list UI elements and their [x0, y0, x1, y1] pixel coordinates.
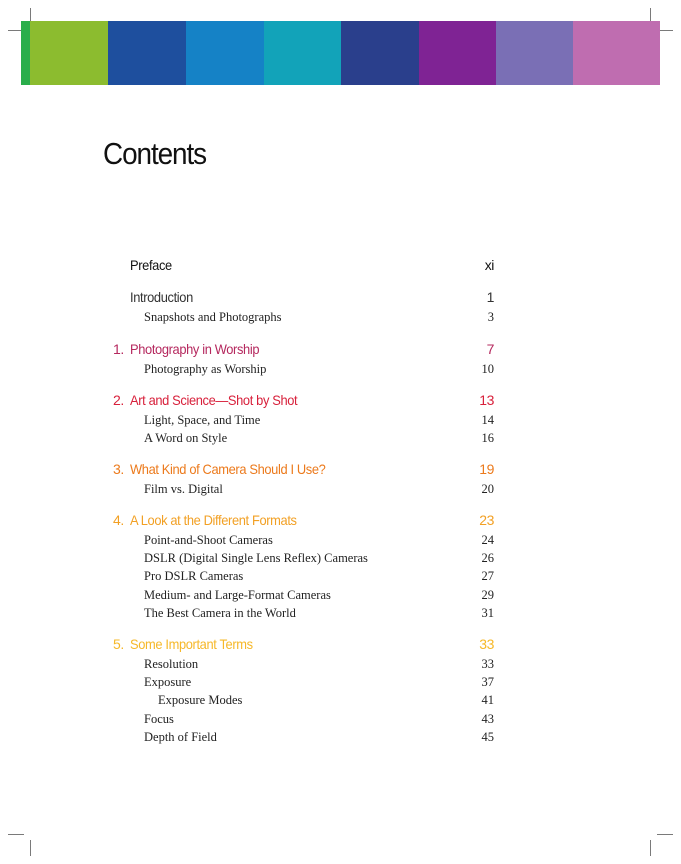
toc-entry-introduction[interactable]	[0, 289, 681, 307]
toc-entry-chapter-3[interactable]	[0, 461, 681, 479]
subentry-title: Light, Space, and Time	[144, 413, 261, 427]
toc-subentry[interactable]	[0, 533, 681, 551]
subentry-title: Film vs. Digital	[144, 482, 223, 496]
chapter-number: 5.	[113, 636, 124, 652]
toc-entry-chapter-4[interactable]	[0, 512, 681, 530]
chapter-number: 4.	[113, 512, 124, 528]
page-title: Contents	[103, 136, 207, 171]
subentry-page: 27	[481, 569, 494, 584]
subentry-page: 37	[481, 675, 494, 690]
chapter-number: 3.	[113, 461, 124, 477]
subentry-title: Snapshots and Photographs	[144, 310, 282, 324]
entry-page: 1	[486, 289, 494, 305]
subentry-page: 45	[481, 729, 494, 744]
subentry-page: 31	[481, 605, 494, 620]
subentry-page: 10	[481, 362, 494, 376]
subentry-title: DSLR (Digital Single Lens Reflex) Cameras	[144, 551, 368, 566]
subentry-page: 26	[481, 551, 494, 566]
subentry-title: Exposure	[144, 675, 192, 690]
subentry-title: Depth of Field	[144, 729, 217, 744]
subentry-page: 33	[481, 657, 494, 671]
chapter-number: 2.	[113, 392, 124, 408]
toc-subentry[interactable]	[0, 310, 681, 328]
toc-entry-chapter-2[interactable]	[0, 392, 681, 410]
subentry-page: 20	[481, 482, 494, 496]
toc-subentry[interactable]	[0, 431, 681, 449]
chapter-title: Art and Science—Shot by Shot	[130, 392, 298, 408]
toc-entry-chapter-5[interactable]	[0, 636, 681, 654]
subentry-page: 16	[481, 431, 494, 446]
toc-subentry[interactable]	[0, 730, 681, 748]
entry-page: xi	[484, 257, 494, 273]
toc-subentry[interactable]	[0, 675, 681, 693]
toc-subentry[interactable]	[0, 588, 681, 606]
subentry-title: Resolution	[144, 657, 199, 671]
subentry-page: 41	[481, 693, 494, 708]
subentry-page: 43	[481, 711, 494, 726]
toc-subentry[interactable]	[0, 657, 681, 675]
subentry-title: Point-and-Shoot Cameras	[144, 533, 273, 547]
subentry-title: A Word on Style	[144, 431, 228, 446]
chapter-page: 7	[486, 341, 494, 357]
toc-subentry[interactable]	[0, 693, 681, 711]
subentry-title: Pro DSLR Cameras	[144, 569, 244, 584]
chapter-number: 1.	[113, 341, 124, 357]
chapter-title: Some Important Terms	[130, 636, 253, 652]
toc-subentry[interactable]	[0, 413, 681, 431]
entry-title: Introduction	[130, 289, 193, 305]
toc-subentry[interactable]	[0, 606, 681, 624]
subentry-title: Medium- and Large-Format Cameras	[144, 587, 331, 602]
toc-entry-chapter-1[interactable]	[0, 341, 681, 359]
entry-title: Preface	[130, 257, 172, 273]
chapter-page: 33	[479, 636, 494, 652]
chapter-title: What Kind of Camera Should I Use?	[130, 461, 326, 477]
toc-subentry[interactable]	[0, 569, 681, 587]
chapter-page: 23	[479, 512, 494, 528]
toc-subentry[interactable]	[0, 482, 681, 500]
chapter-page: 19	[479, 461, 494, 477]
toc-subentry[interactable]	[0, 712, 681, 730]
subentry-page: 14	[481, 413, 494, 427]
chapter-title: A Look at the Different Formats	[130, 512, 297, 528]
subentry-title: The Best Camera in the World	[144, 605, 296, 620]
subentry-page: 29	[481, 587, 494, 602]
subentry-title: Exposure Modes	[158, 693, 243, 708]
subentry-page: 3	[487, 310, 494, 324]
chapter-title: Photography in Worship	[130, 341, 260, 357]
subentry-title: Focus	[144, 711, 174, 726]
toc-subentry[interactable]	[0, 551, 681, 569]
subentry-page: 24	[481, 533, 494, 547]
subentry-title: Photography as Worship	[144, 362, 267, 376]
toc-subentry[interactable]	[0, 362, 681, 380]
chapter-page: 13	[479, 392, 494, 408]
toc-entry-preface[interactable]	[0, 257, 681, 275]
